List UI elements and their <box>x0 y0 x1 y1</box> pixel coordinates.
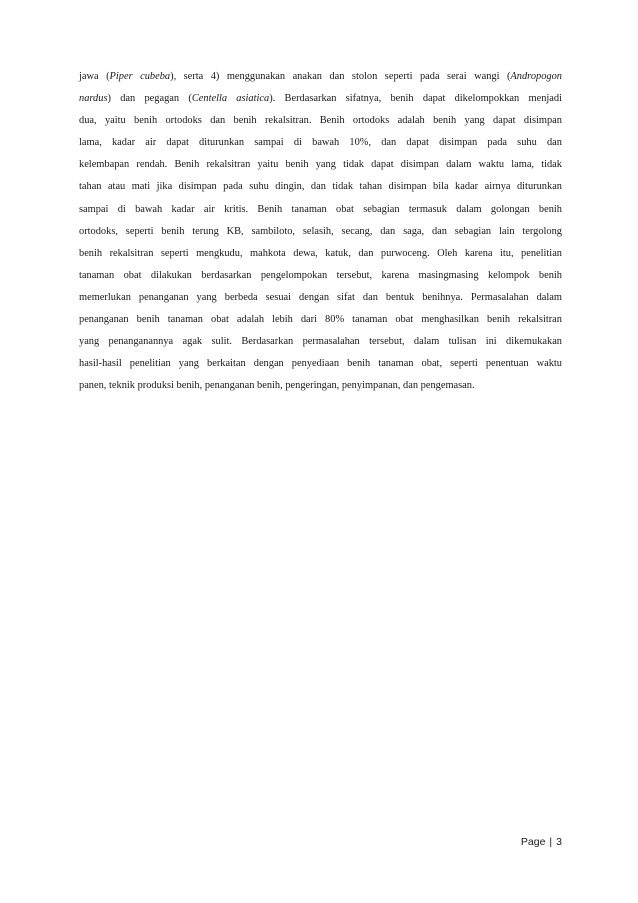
italic-text-segment: nardus <box>79 93 108 105</box>
text-line <box>79 287 562 309</box>
page-label: Page <box>520 836 546 848</box>
text-segment: dua, yaitu benih ortodoks dan benih rekalsitran. Benih ortodoks adalah benih yang dapat disimpan <box>79 115 562 127</box>
text-line <box>79 331 562 353</box>
text-segment: ) dan pegagan ( <box>107 93 192 105</box>
text-line <box>79 199 562 221</box>
text-line <box>79 132 562 154</box>
text-line <box>79 353 562 375</box>
italic-text-segment: Andropogon <box>510 71 562 82</box>
italic-text-segment: Piper cubeba <box>109 71 171 82</box>
page-footer <box>521 836 562 848</box>
text-line <box>79 66 562 88</box>
text-line <box>79 110 562 132</box>
text-segment: lama, kadar air dapat diturunkan sampai di bawah 10%, dan dapat disimpan pada suhu dan <box>79 137 562 149</box>
page-number: 3 <box>556 836 562 848</box>
page-separator: | <box>549 836 553 848</box>
text-line <box>79 176 562 198</box>
text-segment: yang penanganannya agak sulit. Berdasarkan permasalahan tersebut, dalam tulisan ini dikemukakan <box>79 336 562 348</box>
body-paragraph <box>79 66 562 397</box>
italic-text-segment: Centella asiatica <box>191 93 270 105</box>
text-segment: tahan atau mati jika disimpan pada suhu dingin, dan tidak tahan disimpan bila kadar airnya diturunkan <box>79 181 562 193</box>
text-segment: ), serta 4) menggunakan anakan dan stolon seperti pada serai wangi ( <box>170 71 511 82</box>
text-line <box>79 243 562 265</box>
text-line <box>79 88 562 110</box>
text-segment: penanganan benih tanaman obat adalah lebih dari 80% tanaman obat menghasilkan benih rekalsitran <box>79 314 562 326</box>
text-segment: kelembapan rendah. Benih rekalsitran yaitu benih yang tidak dapat disimpan dalam waktu lama, tidak <box>79 159 562 171</box>
text-segment: benih rekalsitran seperti mengkudu, mahkota dewa, katuk, dan purwoceng. Oleh karena itu, penelitian <box>79 247 562 259</box>
text-segment: tanaman obat dilakukan berdasarkan pengelompokan tersebut, karena masingmasing kelompok benih <box>79 269 562 281</box>
text-segment: sampai di bawah kadar air kritis. Benih tanaman obat sebagian termasuk dalam golongan benih <box>79 203 562 215</box>
text-line <box>79 154 562 176</box>
text-line <box>79 309 562 331</box>
text-segment: panen, teknik produksi benih, penanganan benih, pengeringan, penyimpanan, dan pengemasan. <box>79 380 475 392</box>
text-segment: ). Berdasarkan sifatnya, benih dapat dikelompokkan menjadi <box>269 93 562 105</box>
text-line <box>79 265 562 287</box>
text-segment: memerlukan penanganan yang berbeda sesuai dengan sifat dan bentuk benihnya. Permasalahan dalam <box>79 291 562 303</box>
text-segment: hasil-hasil penelitian yang berkaitan dengan penyediaan benih tanaman obat, seperti penentuan waktu <box>79 358 562 370</box>
text-segment: jawa ( <box>79 71 110 82</box>
text-line <box>79 221 562 243</box>
text-line <box>79 375 562 397</box>
text-segment: ortodoks, seperti benih terung KB, sambiloto, selasih, secang, dan saga, dan sebagian lain tergolong <box>79 225 562 237</box>
